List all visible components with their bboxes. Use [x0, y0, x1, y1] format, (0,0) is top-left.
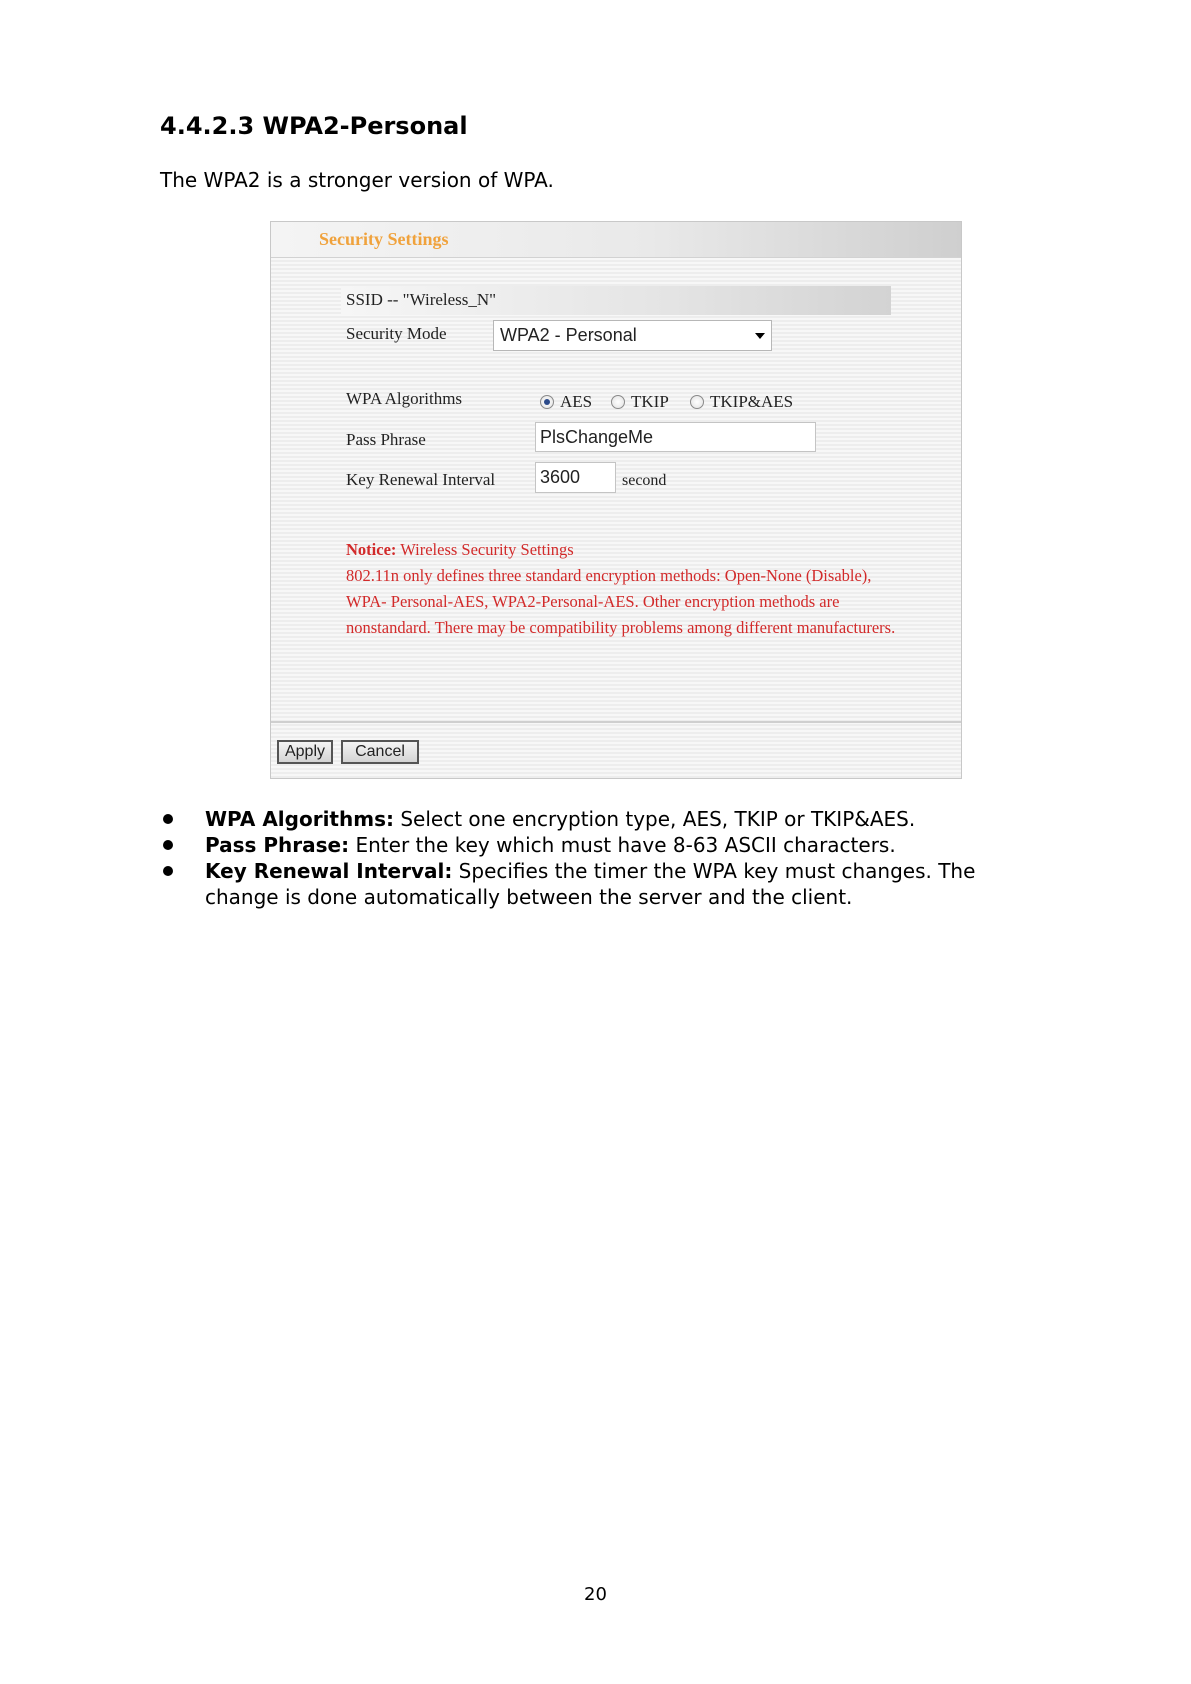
notice-body: 802.11n only defines three standard encryption methods: Open-None (Disable), WPA- Personal-AES, WPA2-Personal-AES. Other encryption methods are nonstandard. There may be compatibility problems among different manufacturers. [346, 566, 896, 637]
page-number: 20 [584, 1584, 607, 1605]
pass-phrase-input[interactable]: PlsChangeMe [535, 422, 816, 452]
cancel-button[interactable]: Cancel [341, 740, 419, 764]
list-item [160, 806, 1040, 832]
radio-aes-label: AES [560, 392, 593, 411]
ssid-label: SSID -- "Wireless_N" [346, 290, 497, 309]
list-item [160, 832, 1040, 858]
bullet-icon [163, 840, 173, 850]
key-renewal-label: Key Renewal Interval [346, 470, 496, 489]
notice-title: Notice: [346, 540, 397, 559]
key-renewal-input[interactable]: 3600 [535, 462, 616, 493]
bullet-icon [163, 814, 173, 824]
security-mode-select[interactable] [493, 320, 772, 351]
list-item-term: WPA Algorithms: [205, 807, 394, 831]
notice-box [346, 537, 906, 641]
apply-button[interactable]: Apply [277, 740, 333, 764]
radio-unchecked-icon [611, 395, 625, 409]
pass-phrase-label: Pass Phrase [346, 430, 426, 449]
section-heading: 4.4.2.3 WPA2-Personal [160, 112, 468, 140]
description-list [160, 806, 1040, 910]
security-mode-label: Security Mode [346, 324, 447, 343]
notice-subtitle: Wireless Security Settings [400, 540, 574, 559]
radio-tkip-label: TKIP [631, 392, 669, 411]
list-item-text: Specifies the timer the WPA key must changes. The change is done automatically between the server and the client. [205, 859, 976, 909]
radio-tkip[interactable] [611, 392, 669, 412]
intro-text: The WPA2 is a stronger version of WPA. [160, 168, 554, 192]
security-mode-value: WPA2 - Personal [500, 325, 637, 345]
bullet-icon [163, 866, 173, 876]
radio-tkip-aes[interactable] [690, 392, 793, 412]
list-item-text: Select one encryption type, AES, TKIP or TKIP&AES. [393, 807, 916, 831]
radio-unchecked-icon [690, 395, 704, 409]
radio-aes[interactable] [540, 392, 592, 412]
list-item-term: Pass Phrase: [205, 833, 350, 857]
list-item-text: Enter the key which must have 8-63 ASCII characters. [349, 833, 896, 857]
panel-header [271, 222, 961, 258]
list-item [160, 858, 1040, 910]
panel-title: Security Settings [319, 229, 449, 249]
radio-tkip-aes-label: TKIP&AES [710, 392, 794, 411]
key-renewal-unit: second [622, 472, 667, 489]
footer-divider [271, 721, 961, 723]
chevron-down-icon [755, 333, 765, 339]
list-item-term: Key Renewal Interval: [205, 859, 453, 883]
security-settings-screenshot [270, 221, 962, 779]
radio-checked-icon [540, 395, 554, 409]
wpa-algorithms-label: WPA Algorithms [346, 389, 463, 408]
